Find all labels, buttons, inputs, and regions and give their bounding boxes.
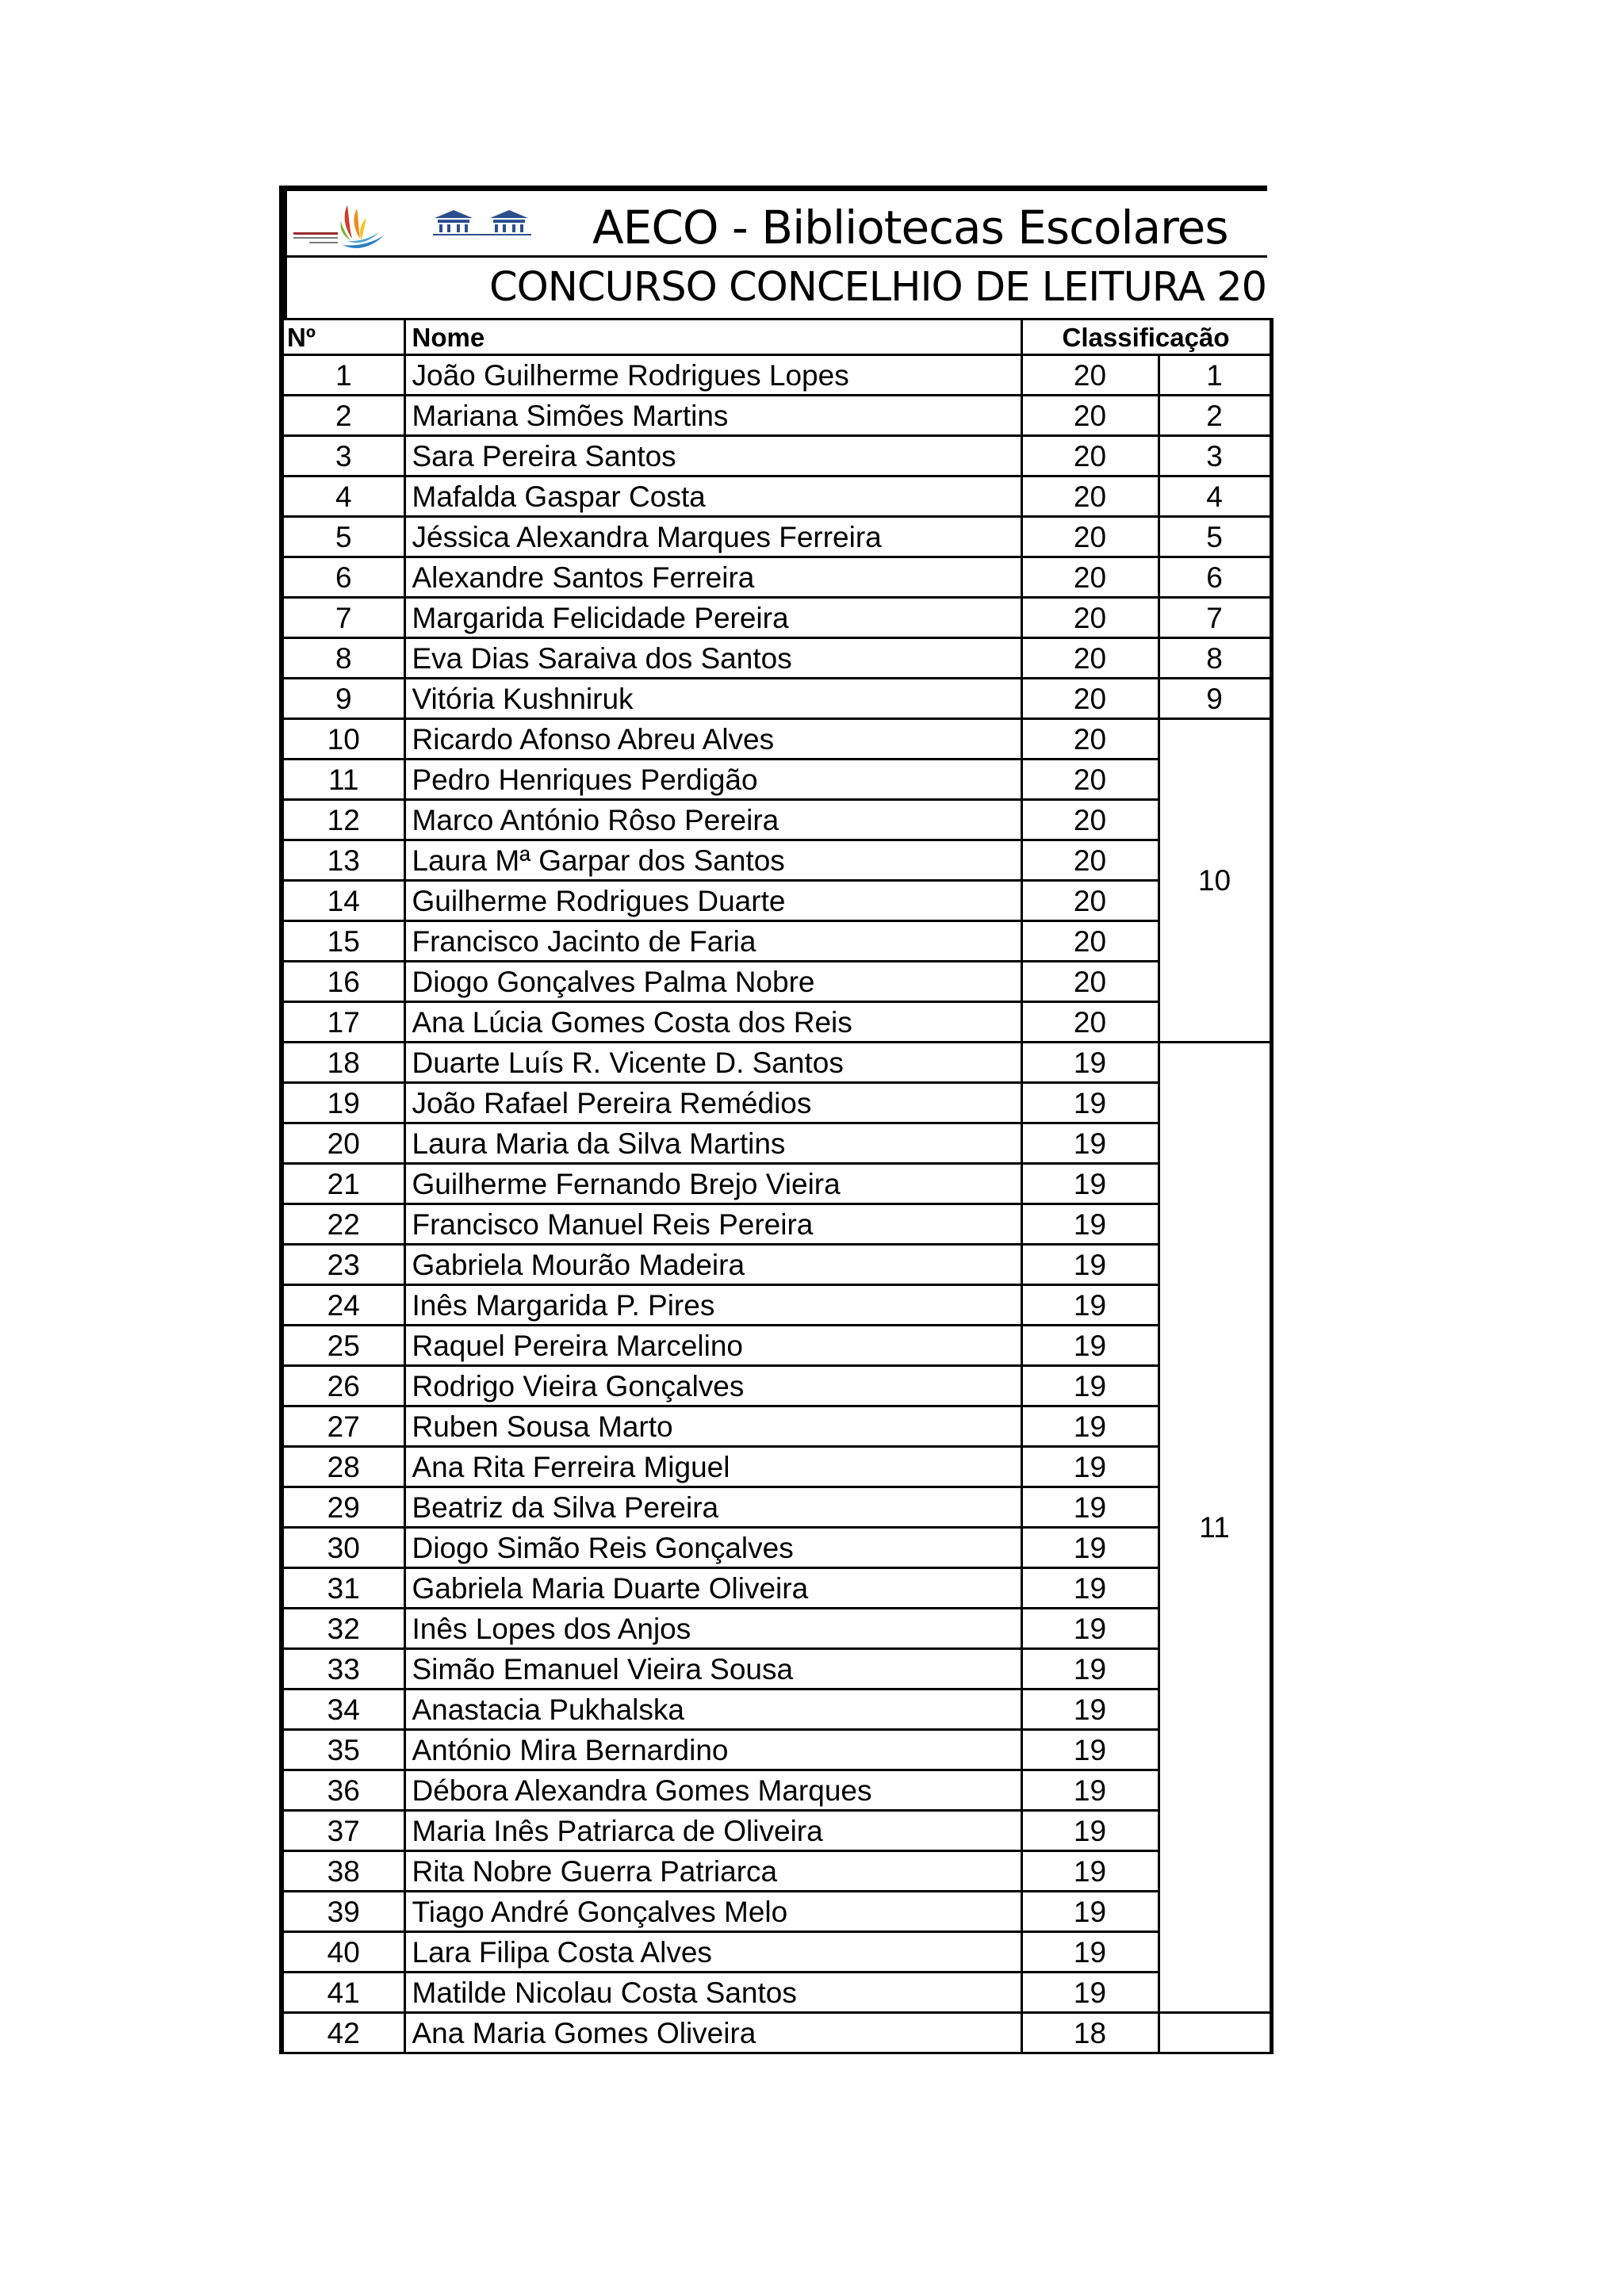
table-row xyxy=(282,1043,1271,1083)
row-number: 41 xyxy=(282,1973,404,2013)
score: 19 xyxy=(1021,1043,1159,1083)
student-name: António Mira Bernardino xyxy=(404,1730,1021,1770)
table-row xyxy=(282,1002,1271,1043)
score: 19 xyxy=(1021,1811,1159,1851)
rank: 7 xyxy=(1159,598,1271,638)
table-row xyxy=(282,1245,1271,1285)
student-name: Ana Lúcia Gomes Costa dos Reis xyxy=(404,1002,1021,1043)
libraries-network-logo xyxy=(292,204,385,253)
table-row xyxy=(282,598,1271,638)
rank: 2 xyxy=(1159,396,1271,436)
rank: 8 xyxy=(1159,638,1271,679)
student-name: Ruben Sousa Marto xyxy=(404,1406,1021,1447)
table-row xyxy=(282,355,1271,396)
rank: 4 xyxy=(1159,476,1271,517)
row-number: 12 xyxy=(282,800,404,840)
score: 19 xyxy=(1021,1487,1159,1528)
row-number: 14 xyxy=(282,881,404,921)
header-divider xyxy=(287,255,1267,258)
rank: 9 xyxy=(1159,679,1271,719)
table-row xyxy=(282,760,1271,800)
student-name: Margarida Felicidade Pereira xyxy=(404,598,1021,638)
row-number: 13 xyxy=(282,840,404,881)
score: 19 xyxy=(1021,1770,1159,1811)
student-name: João Guilherme Rodrigues Lopes xyxy=(404,355,1021,396)
student-name: Mafalda Gaspar Costa xyxy=(404,476,1021,517)
score: 20 xyxy=(1021,476,1159,517)
score: 20 xyxy=(1021,517,1159,557)
row-number: 20 xyxy=(282,1123,404,1164)
left-border xyxy=(279,186,287,318)
row-number: 21 xyxy=(282,1164,404,1204)
student-name: Sara Pereira Santos xyxy=(404,436,1021,476)
score: 19 xyxy=(1021,1285,1159,1326)
student-name: Marco António Rôso Pereira xyxy=(404,800,1021,840)
row-number: 2 xyxy=(282,396,404,436)
student-name: Guilherme Rodrigues Duarte xyxy=(404,881,1021,921)
score: 20 xyxy=(1021,557,1159,598)
student-name: Simão Emanuel Vieira Sousa xyxy=(404,1649,1021,1689)
row-number: 10 xyxy=(282,719,404,760)
row-number: 24 xyxy=(282,1285,404,1326)
score: 19 xyxy=(1021,1366,1159,1406)
table-row xyxy=(282,1204,1271,1245)
student-name: Gabriela Maria Duarte Oliveira xyxy=(404,1568,1021,1609)
contest-title: CONCURSO CONCELHIO DE LEITURA 20 xyxy=(489,264,1266,311)
score: 18 xyxy=(1021,2013,1159,2053)
row-number: 4 xyxy=(282,476,404,517)
row-number: 15 xyxy=(282,921,404,962)
rank: 11 xyxy=(1159,1043,1271,2013)
table-row xyxy=(282,557,1271,598)
row-number: 19 xyxy=(282,1083,404,1123)
student-name: Laura Maria da Silva Martins xyxy=(404,1123,1021,1164)
table-row xyxy=(282,1528,1271,1568)
table-row xyxy=(282,679,1271,719)
row-number: 40 xyxy=(282,1932,404,1973)
row-number: 1 xyxy=(282,355,404,396)
student-name: Rodrigo Vieira Gonçalves xyxy=(404,1366,1021,1406)
score: 19 xyxy=(1021,1568,1159,1609)
score: 20 xyxy=(1021,800,1159,840)
rank: 3 xyxy=(1159,436,1271,476)
student-name: Pedro Henriques Perdigão xyxy=(404,760,1021,800)
score: 19 xyxy=(1021,1649,1159,1689)
sheet-header xyxy=(287,191,1267,318)
results-table xyxy=(279,318,1274,2054)
table-row xyxy=(282,1568,1271,1609)
score: 19 xyxy=(1021,1689,1159,1730)
rank: 5 xyxy=(1159,517,1271,557)
score: 20 xyxy=(1021,881,1159,921)
student-name: Inês Margarida P. Pires xyxy=(404,1285,1021,1326)
student-name: Matilde Nicolau Costa Santos xyxy=(404,1973,1021,2013)
table-row xyxy=(282,1730,1271,1770)
score: 20 xyxy=(1021,962,1159,1002)
student-name: Tiago André Gonçalves Melo xyxy=(404,1892,1021,1932)
row-number: 8 xyxy=(282,638,404,679)
student-name: Diogo Simão Reis Gonçalves xyxy=(404,1528,1021,1568)
row-number: 3 xyxy=(282,436,404,476)
rank: 10 xyxy=(1159,719,1271,1043)
table-row xyxy=(282,1366,1271,1406)
score: 19 xyxy=(1021,1851,1159,1892)
student-name: Gabriela Mourão Madeira xyxy=(404,1245,1021,1285)
row-number: 32 xyxy=(282,1609,404,1649)
score: 19 xyxy=(1021,1892,1159,1932)
row-number: 5 xyxy=(282,517,404,557)
student-name: Beatriz da Silva Pereira xyxy=(404,1487,1021,1528)
student-name: Ana Rita Ferreira Miguel xyxy=(404,1447,1021,1487)
student-name: Ana Maria Gomes Oliveira xyxy=(404,2013,1021,2053)
table-row xyxy=(282,396,1271,436)
table-row xyxy=(282,1973,1271,2013)
student-name: Alexandre Santos Ferreira xyxy=(404,557,1021,598)
table-row xyxy=(282,1770,1271,1811)
row-number: 6 xyxy=(282,557,404,598)
student-name: Duarte Luís R. Vicente D. Santos xyxy=(404,1043,1021,1083)
rank xyxy=(1159,2013,1271,2053)
table-row xyxy=(282,1164,1271,1204)
score: 20 xyxy=(1021,436,1159,476)
table-row xyxy=(282,1609,1271,1649)
row-number: 16 xyxy=(282,962,404,1002)
row-number: 25 xyxy=(282,1326,404,1366)
row-number: 7 xyxy=(282,598,404,638)
table-row xyxy=(282,1811,1271,1851)
student-name: Francisco Manuel Reis Pereira xyxy=(404,1204,1021,1245)
row-number: 31 xyxy=(282,1568,404,1609)
score: 19 xyxy=(1021,1609,1159,1649)
row-number: 35 xyxy=(282,1730,404,1770)
school-group-logo xyxy=(430,207,538,258)
table-row xyxy=(282,962,1271,1002)
table-row xyxy=(282,840,1271,881)
student-name: Eva Dias Saraiva dos Santos xyxy=(404,638,1021,679)
table-row xyxy=(282,476,1271,517)
row-number: 30 xyxy=(282,1528,404,1568)
score: 20 xyxy=(1021,921,1159,962)
student-name: Francisco Jacinto de Faria xyxy=(404,921,1021,962)
score: 20 xyxy=(1021,840,1159,881)
row-number: 27 xyxy=(282,1406,404,1447)
table-row xyxy=(282,800,1271,840)
score: 19 xyxy=(1021,1406,1159,1447)
score: 19 xyxy=(1021,1083,1159,1123)
rank: 6 xyxy=(1159,557,1271,598)
student-name: Anastacia Pukhalska xyxy=(404,1689,1021,1730)
score: 20 xyxy=(1021,719,1159,760)
row-number: 17 xyxy=(282,1002,404,1043)
row-number: 29 xyxy=(282,1487,404,1528)
student-name: Débora Alexandra Gomes Marques xyxy=(404,1770,1021,1811)
rank: 1 xyxy=(1159,355,1271,396)
score: 19 xyxy=(1021,1730,1159,1770)
student-name: Guilherme Fernando Brejo Vieira xyxy=(404,1164,1021,1204)
student-name: Laura Mª Garpar dos Santos xyxy=(404,840,1021,881)
column-header-classification: Classificação xyxy=(1021,320,1271,355)
row-number: 18 xyxy=(282,1043,404,1083)
table-row xyxy=(282,1487,1271,1528)
student-name: Jéssica Alexandra Marques Ferreira xyxy=(404,517,1021,557)
row-number: 33 xyxy=(282,1649,404,1689)
table-row xyxy=(282,921,1271,962)
student-name: Raquel Pereira Marcelino xyxy=(404,1326,1021,1366)
score: 19 xyxy=(1021,1245,1159,1285)
table-row xyxy=(282,1447,1271,1487)
score: 19 xyxy=(1021,1164,1159,1204)
table-row xyxy=(282,2013,1271,2053)
row-number: 9 xyxy=(282,679,404,719)
score: 20 xyxy=(1021,396,1159,436)
table-row xyxy=(282,1083,1271,1123)
table-row xyxy=(282,1649,1271,1689)
table-row xyxy=(282,1326,1271,1366)
row-number: 22 xyxy=(282,1204,404,1245)
student-name: Lara Filipa Costa Alves xyxy=(404,1932,1021,1973)
score: 20 xyxy=(1021,355,1159,396)
row-number: 37 xyxy=(282,1811,404,1851)
score: 20 xyxy=(1021,638,1159,679)
student-name: Mariana Simões Martins xyxy=(404,396,1021,436)
row-number: 38 xyxy=(282,1851,404,1892)
row-number: 34 xyxy=(282,1689,404,1730)
table-row xyxy=(282,638,1271,679)
table-row xyxy=(282,1406,1271,1447)
score: 19 xyxy=(1021,1932,1159,1973)
table-row xyxy=(282,881,1271,921)
student-name: João Rafael Pereira Remédios xyxy=(404,1083,1021,1123)
table-row xyxy=(282,517,1271,557)
score: 20 xyxy=(1021,760,1159,800)
student-name: Ricardo Afonso Abreu Alves xyxy=(404,719,1021,760)
row-number: 28 xyxy=(282,1447,404,1487)
table-row xyxy=(282,1689,1271,1730)
column-header-name: Nome xyxy=(404,320,1021,355)
table-row xyxy=(282,1123,1271,1164)
score: 20 xyxy=(1021,598,1159,638)
score: 19 xyxy=(1021,1447,1159,1487)
table-row xyxy=(282,719,1271,760)
score: 19 xyxy=(1021,1528,1159,1568)
table-row xyxy=(282,1892,1271,1932)
table-row xyxy=(282,436,1271,476)
student-name: Inês Lopes dos Anjos xyxy=(404,1609,1021,1649)
row-number: 42 xyxy=(282,2013,404,2053)
score: 19 xyxy=(1021,1973,1159,2013)
table-header-row xyxy=(282,320,1271,355)
score: 19 xyxy=(1021,1204,1159,1245)
document-title: AECO - Bibliotecas Escolares xyxy=(592,201,1228,254)
score: 20 xyxy=(1021,679,1159,719)
student-name: Maria Inês Patriarca de Oliveira xyxy=(404,1811,1021,1851)
row-number: 39 xyxy=(282,1892,404,1932)
column-header-number: Nº xyxy=(282,320,404,355)
row-number: 11 xyxy=(282,760,404,800)
top-border xyxy=(279,186,1267,191)
score: 20 xyxy=(1021,1002,1159,1043)
row-number: 23 xyxy=(282,1245,404,1285)
table-row xyxy=(282,1851,1271,1892)
score: 19 xyxy=(1021,1326,1159,1366)
student-name: Diogo Gonçalves Palma Nobre xyxy=(404,962,1021,1002)
table-row xyxy=(282,1932,1271,1973)
row-number: 36 xyxy=(282,1770,404,1811)
row-number: 26 xyxy=(282,1366,404,1406)
score: 19 xyxy=(1021,1123,1159,1164)
student-name: Vitória Kushniruk xyxy=(404,679,1021,719)
table-row xyxy=(282,1285,1271,1326)
student-name: Rita Nobre Guerra Patriarca xyxy=(404,1851,1021,1892)
